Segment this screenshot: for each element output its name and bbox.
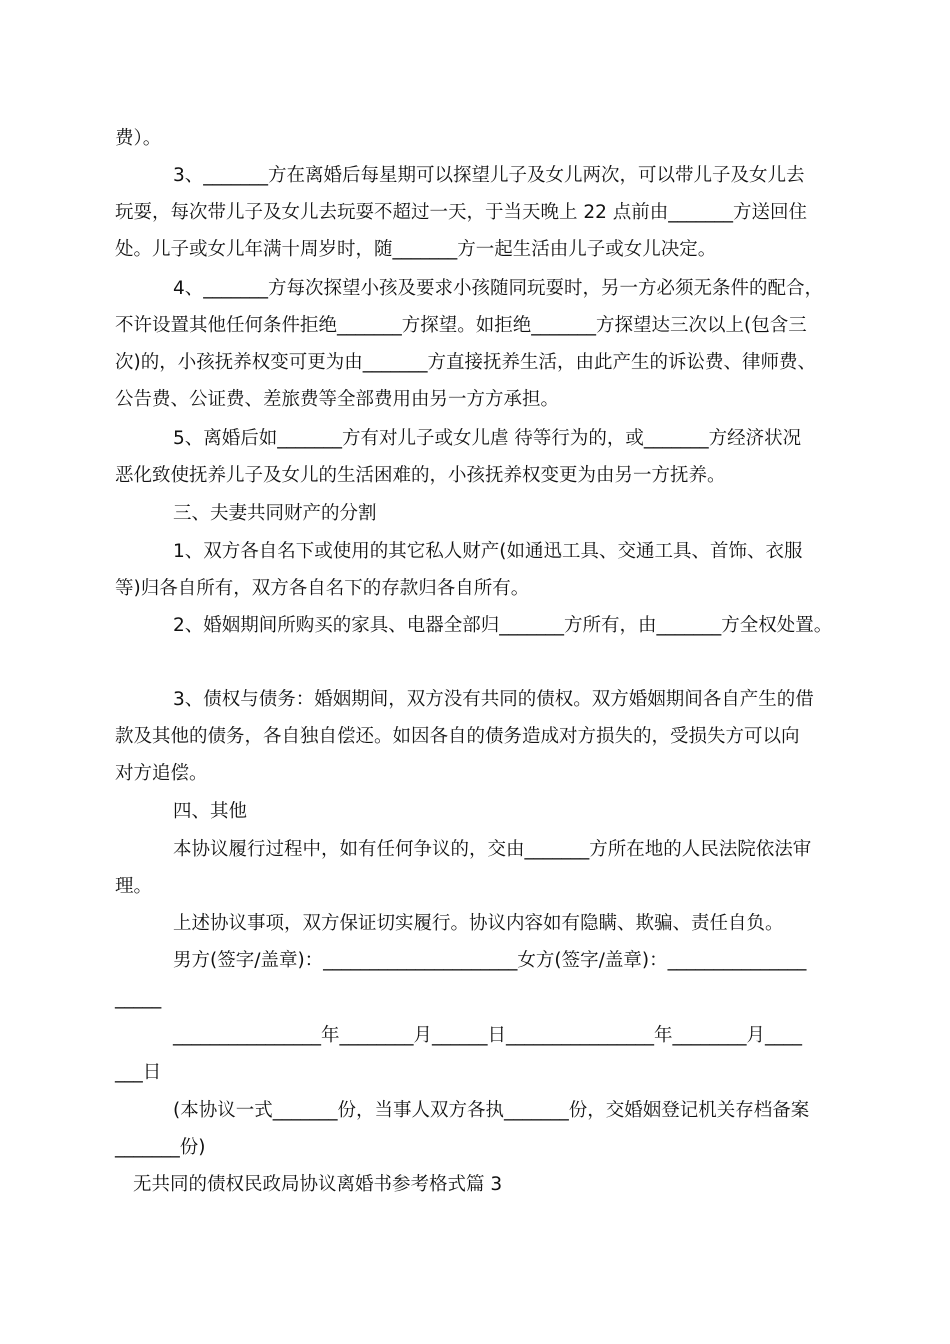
paragraph-line: 处。儿子或女儿年满十周岁时，随_______方一起生活由儿子或女儿决定。 xyxy=(115,239,717,260)
paragraph-line: 款及其他的债务，各自独自偿还。如因各自的债务造成对方损失的，受损失方可以向 xyxy=(115,726,800,747)
date-line: ________________年________月______日________________年________月____ xyxy=(173,1025,803,1046)
paragraph-line: 费）。 xyxy=(115,128,162,149)
paragraph-line: 等)归各自所有，双方各自名下的存款归各自所有。 xyxy=(115,578,530,599)
paragraph-line: (本协议一式_______份，当事人双方各执_______份，交婚姻登记机关存档备案 xyxy=(173,1100,810,1121)
paragraph-line: 公告费、公证费、差旅费等全部费用由另一方方承担。 xyxy=(115,389,560,410)
paragraph-line: _______份) xyxy=(115,1137,206,1158)
paragraph-line: 3、_______方在离婚后每星期可以探望儿子及女儿两次，可以带儿子及女儿去 xyxy=(173,165,805,186)
paragraph-line: 对方追偿。 xyxy=(115,763,208,784)
paragraph-line: 次)的，小孩抚养权变可更为由_______方直接抚养生活，由此产生的诉讼费、律师费、 xyxy=(115,352,816,373)
section-title: 无共同的债权民政局协议离婚书参考格式篇 3 xyxy=(133,1174,503,1195)
paragraph-line: 玩耍，每次带儿子及女儿去玩耍不超过一天，于当天晚上 22 点前由_______方送回住 xyxy=(115,202,808,223)
section-heading: 三、夫妻共同财产的分割 xyxy=(173,503,377,524)
paragraph-line: 理。 xyxy=(115,876,153,897)
paragraph-line: 2、婚姻期间所购买的家具、电器全部归_______方所有，由_______方全权处置。 xyxy=(173,615,833,636)
date-line: ___日 xyxy=(115,1062,162,1083)
paragraph-line: 恶化致使抚养儿子及女儿的生活困难的，小孩抚养权变更为由另一方抚养。 xyxy=(115,465,726,486)
signature-line: _____ xyxy=(115,988,162,1009)
paragraph-line: 上述协议事项，双方保证切实履行。协议内容如有隐瞒、欺骗、责任自负。 xyxy=(173,913,784,934)
signature-line: 男方(签字/盖章)：_____________________女方(签字/盖章)：_______________ xyxy=(173,950,807,971)
paragraph-line: 1、双方各自名下或使用的其它私人财产(如通迅工具、交通工具、首饰、衣服 xyxy=(173,541,803,562)
paragraph-line: 本协议履行过程中，如有任何争议的，交由_______方所在地的人民法院依法审 xyxy=(173,839,812,860)
section-heading: 四、其他 xyxy=(173,801,248,822)
paragraph-line: 3、债权与债务：婚姻期间，双方没有共同的债权。双方婚姻期间各自产生的借 xyxy=(173,689,814,710)
paragraph-line: 4、_______方每次探望小孩及要求小孩随同玩耍时，另一方必须无条件的配合， xyxy=(173,278,824,299)
paragraph-line: 不许设置其他任何条件拒绝_______方探望。如拒绝_______方探望达三次以上(包含三 xyxy=(115,315,807,336)
paragraph-line: 5、离婚后如_______方有对儿子或女儿虐 待等行为的，或_______方经济状况 xyxy=(173,428,802,449)
